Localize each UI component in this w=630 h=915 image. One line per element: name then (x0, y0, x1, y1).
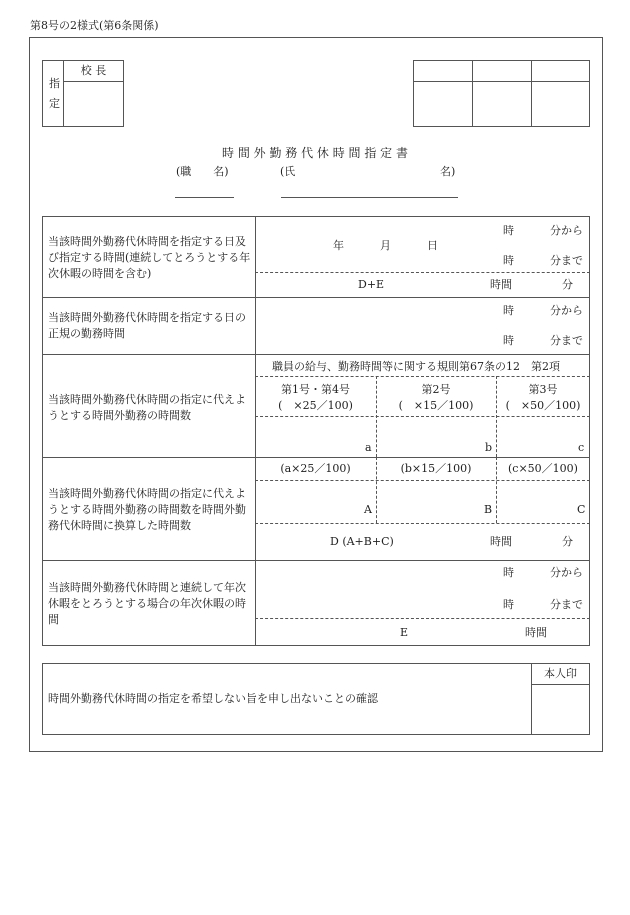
month-label: 月 (380, 239, 391, 252)
day-label: 日 (427, 239, 438, 252)
col3-heading: 第3号 (528, 383, 558, 396)
confirmation-text: 時間外勤務代休時間の指定を希望しない旨を申し出ないことの確認 (48, 692, 378, 705)
row3-label: 当該時間外勤務代休時間の指定に代えようとする時間外勤務の時間数 (48, 393, 246, 422)
from-label: 分から (550, 566, 583, 579)
stamp-box (413, 60, 590, 127)
hours-label: 時間 (490, 535, 512, 548)
hour-label: 時 (503, 566, 514, 579)
d-total-label: D (A+B+C) (330, 535, 394, 548)
from-label: 分から (550, 224, 583, 237)
mei-label: 名) (440, 165, 456, 178)
e-label: E (400, 626, 409, 639)
seal-label: 本人印 (544, 667, 577, 680)
value-c: c (578, 441, 585, 454)
de-label: D+E (358, 278, 385, 291)
col2-heading: 第2号 (421, 383, 451, 396)
value-b: b (485, 441, 493, 454)
rule-reference: 職員の給与、勤務時間等に関する規則第67条の12 第2項 (272, 360, 560, 373)
row2-label: 当該時間外勤務代休時間を指定する日の正規の勤務時間 (48, 311, 246, 340)
row4-label: 当該時間外勤務代休時間の指定に代えようとする時間外勤務の時間数を時間外勤務代休時間に換算した時間数 (48, 487, 246, 532)
value-C: C (577, 503, 586, 516)
year-label: 年 (333, 239, 344, 252)
col2-formula: ( ×15／100) (398, 399, 474, 412)
shoku-label: (職 名) (176, 165, 229, 178)
col1-formula: ( ×25／100) (278, 399, 353, 412)
conv-col1: (a×25／100) (280, 462, 351, 475)
hour-label: 時 (503, 304, 514, 317)
hour-label: 時 (503, 598, 514, 611)
form-number: 第8号の2様式(第6条関係) (30, 19, 159, 32)
col3-formula: ( ×50／100) (505, 399, 581, 412)
until-label: 分まで (550, 598, 583, 611)
hour-label: 時 (503, 254, 514, 267)
kocho-label: 校 長 (80, 64, 107, 77)
conv-col3: (c×50／100) (508, 462, 578, 475)
value-A: A (364, 503, 372, 516)
row1-label: 当該時間外勤務代休時間を指定する日及び指定する時間(連続してとろうとする年次休暇の時間を含む) (48, 235, 251, 280)
hours-label: 時間 (490, 278, 512, 291)
row5-label: 当該時間外勤務代休時間と連続して年次休暇をとろうとする場合の年次休暇の時間 (48, 581, 246, 626)
hours-label: 時間 (525, 626, 547, 639)
col1-heading: 第1号・第4号 (281, 383, 350, 396)
from-label: 分から (550, 304, 583, 317)
minutes-label: 分 (562, 278, 573, 291)
minutes-label: 分 (562, 535, 573, 548)
conv-col2: (b×15／100) (400, 462, 472, 475)
shoku-underline (175, 197, 234, 198)
until-label: 分まで (550, 334, 583, 347)
shi-label: (氏 (280, 165, 296, 178)
hour-label: 時 (503, 224, 514, 237)
name-underline (281, 197, 458, 198)
value-a: a (365, 441, 372, 454)
document-title: 時 間 外 勤 務 代 休 時 間 指 定 書 (222, 146, 408, 160)
hour-label: 時 (503, 334, 514, 347)
shitei-label: 指 定 (49, 77, 60, 110)
until-label: 分まで (550, 254, 583, 267)
value-B: B (484, 503, 493, 516)
